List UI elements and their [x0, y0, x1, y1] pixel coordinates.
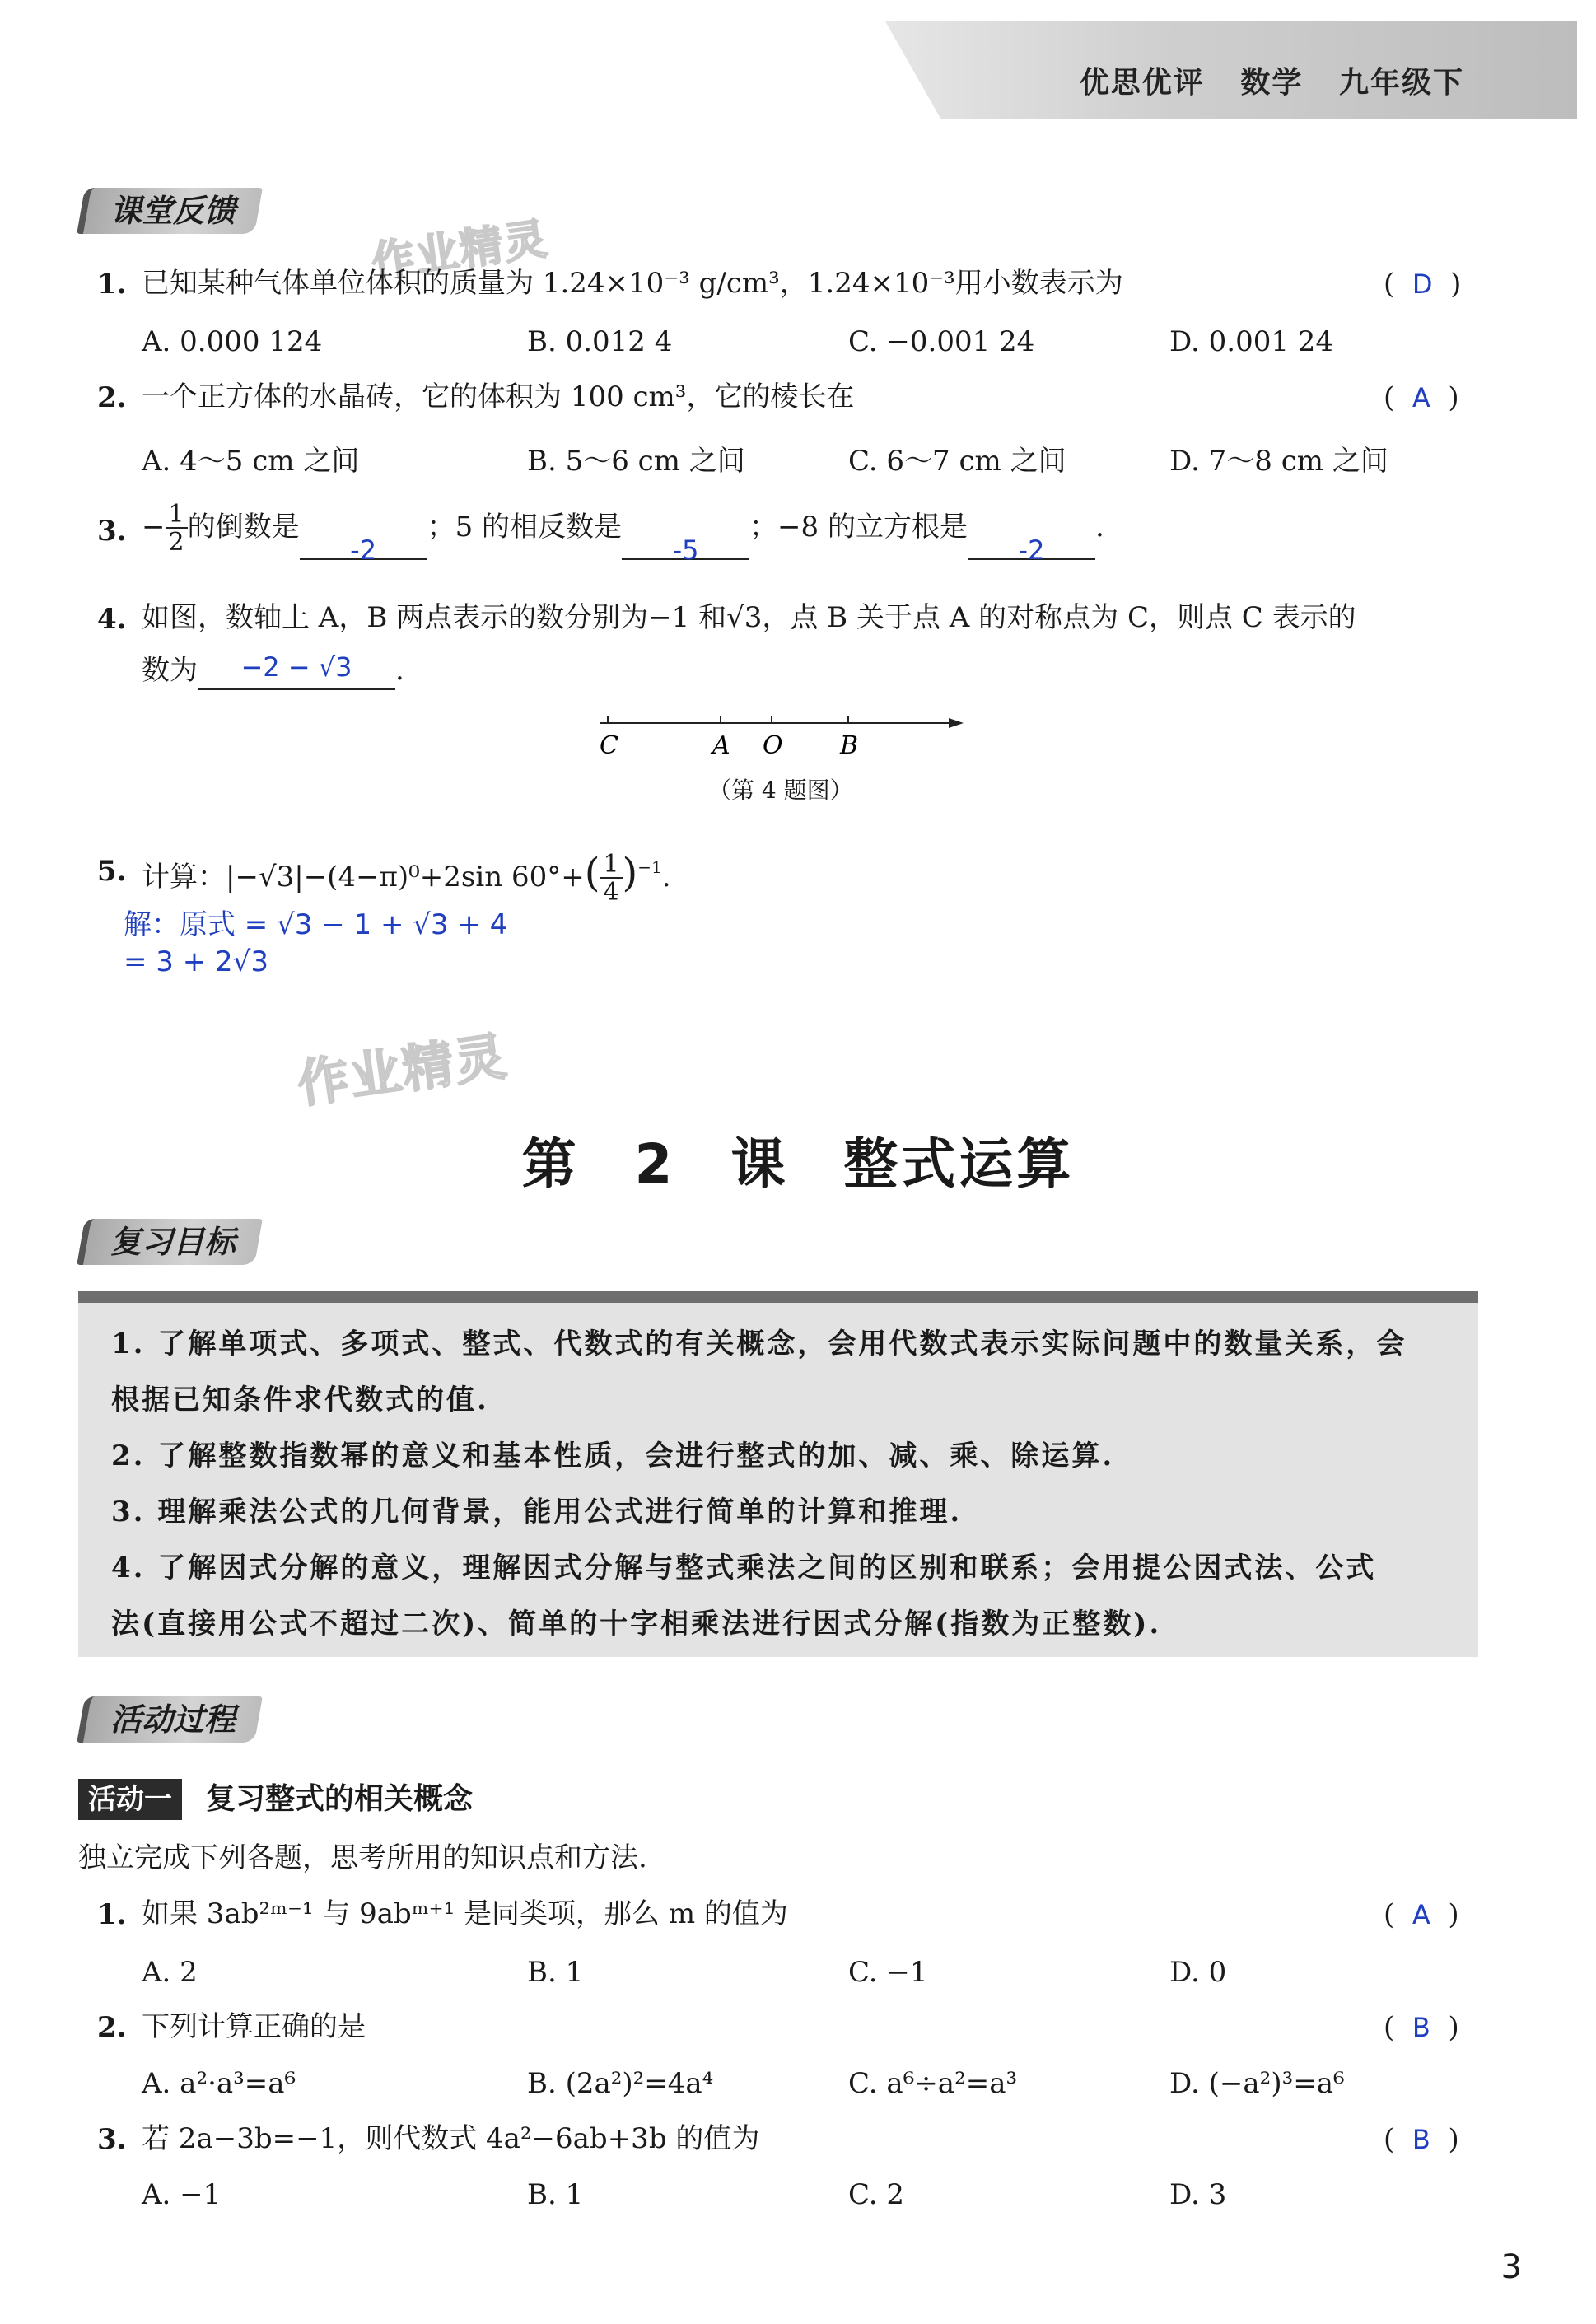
answer-paren: ( B ) [1384, 2123, 1459, 2156]
option: C. 6～7 cm 之间 [848, 445, 1066, 478]
goals-box [78, 1291, 1478, 1657]
point-label-o: O [763, 731, 783, 760]
point-label-c: C [600, 731, 618, 760]
fraction: $\frac{1}{4}$ [600, 852, 622, 905]
answer-choice: A [1412, 1899, 1430, 1930]
question-text: − $\frac{1}{2}$ 的倒数是-2；5 的相反数是-5；−8 的立方根是-2. [142, 500, 1104, 566]
option: A. −1 [142, 2178, 222, 2211]
header-title: 优思优评 数学 九年级下 [1079, 66, 1464, 100]
point-label-b: B [840, 731, 859, 760]
question-text: 已知某种气体单位体积的质量为 1.24×10⁻³ g/cm³，1.24×10⁻³用小数表示为 [142, 267, 1123, 300]
answer-choice: B [1412, 2124, 1430, 2155]
watermark: 作业精灵 [368, 214, 552, 288]
answer-blank[interactable]: -2 [968, 522, 1095, 560]
question-text: 一个正方体的水晶砖，它的体积为 100 cm³，它的棱长在 [142, 380, 855, 413]
question-number: 5. [97, 855, 127, 888]
answer-blank[interactable]: -2 [300, 522, 427, 560]
goal-line: 根据已知条件求代数式的值. [111, 1384, 489, 1416]
answer-paren: ( A ) [1384, 381, 1459, 414]
answer-blank[interactable]: -5 [622, 522, 749, 560]
answer-paren: ( A ) [1384, 1898, 1459, 1931]
section-tag-feedback: 课堂反馈 [77, 188, 263, 234]
activity-title: 复习整式的相关概念 [206, 1782, 474, 1816]
question-text-cont: 数为 −2 − √3 . [142, 651, 404, 690]
question-text: 如图，数轴上 A，B 两点表示的数分别为−1 和√3，点 B 关于点 A 的对称点为 C，则点 C 表示的 [142, 601, 1356, 634]
option: B. (2a²)²=4a⁴ [527, 2067, 714, 2100]
option: D. 0.001 24 [1169, 325, 1334, 358]
option: A. 0.000 124 [142, 325, 323, 358]
answer-choice: D [1412, 268, 1433, 300]
option: C. 2 [848, 2178, 905, 2211]
option: C. a⁶÷a²=a³ [848, 2067, 1018, 2100]
option: D. 7～8 cm 之间 [1169, 445, 1388, 478]
answer-choice: B [1412, 2012, 1430, 2043]
option: B. 0.012 4 [527, 325, 673, 358]
lesson-title: 第 2 课 整式运算 [521, 1132, 1075, 1196]
answer-choice: A [1412, 382, 1430, 413]
option: A. 4～5 cm 之间 [142, 445, 360, 478]
option: B. 5～6 cm 之间 [527, 445, 745, 478]
watermark: 作业精灵 [293, 1025, 511, 1115]
goal-line: 4. 了解因式分解的意义，理解因式分解与整式乘法之间的区别和联系；会用提公因式法、公式 [111, 1552, 1377, 1584]
question-number: 3. [97, 515, 127, 548]
axis-arrow [949, 718, 964, 728]
question-text: 计算：|−√3|−(4−π)⁰+2sin 60°+( $\frac{1}{4}$ )$^{-1}$. [142, 850, 671, 907]
answer-blank[interactable]: −2 − √3 [198, 652, 395, 690]
fraction: $\frac{1}{2}$ [166, 502, 188, 555]
option: C. −0.001 24 [848, 325, 1035, 358]
section-tag-activity: 活动过程 [77, 1696, 263, 1743]
question-text: 下列计算正确的是 [142, 2010, 366, 2043]
point-label-a: A [712, 731, 730, 760]
option: D. (−a²)³=a⁶ [1169, 2067, 1345, 2100]
activity-label: 活动一 [78, 1779, 182, 1820]
figure-caption: （第 4 题图） [708, 777, 853, 804]
page-number: 3 [1500, 2248, 1522, 2286]
number-line-figure [576, 708, 972, 766]
goal-line: 1. 了解单项式、多项式、整式、代数式的有关概念，会用代数式表示实际问题中的数量关系，会 [111, 1328, 1407, 1360]
question-number: 1. [97, 1898, 127, 1931]
option: C. −1 [848, 1956, 928, 1989]
solution-line: = 3 + 2√3 [124, 945, 268, 978]
section-tag-goals: 复习目标 [77, 1219, 263, 1265]
option: A. a²·a³=a⁶ [142, 2067, 296, 2100]
question-number: 2. [97, 381, 127, 414]
goal-line: 法(直接用公式不超过二次)、简单的十字相乘法进行因式分解(指数为正整数). [111, 1608, 1162, 1640]
option: A. 2 [142, 1956, 198, 1989]
question-number: 1. [97, 268, 127, 301]
question-number: 4. [97, 603, 127, 636]
option: B. 1 [527, 1956, 584, 1989]
answer-paren: ( B ) [1384, 2011, 1459, 2044]
answer-paren: ( D ) [1384, 268, 1462, 301]
option: B. 1 [527, 2178, 584, 2211]
question-number: 2. [97, 2011, 127, 2044]
goal-line: 2. 了解整数指数幂的意义和基本性质，会进行整式的加、减、乘、除运算. [111, 1440, 1115, 1472]
goal-line: 3. 理解乘法公式的几何背景，能用公式进行简单的计算和推理. [111, 1496, 963, 1528]
question-number: 3. [97, 2123, 127, 2156]
question-text: 如果 3ab²ᵐ⁻¹ 与 9abᵐ⁺¹ 是同类项，那么 m 的值为 [142, 1897, 788, 1930]
activity-intro: 独立完成下列各题，思考所用的知识点和方法. [78, 1841, 647, 1874]
question-text: 若 2a−3b=−1，则代数式 4a²−6ab+3b 的值为 [142, 2122, 760, 2155]
option: D. 0 [1169, 1956, 1227, 1989]
solution-line: 解：原式 = √3 − 1 + √3 + 4 [124, 908, 508, 941]
option: D. 3 [1169, 2178, 1227, 2211]
